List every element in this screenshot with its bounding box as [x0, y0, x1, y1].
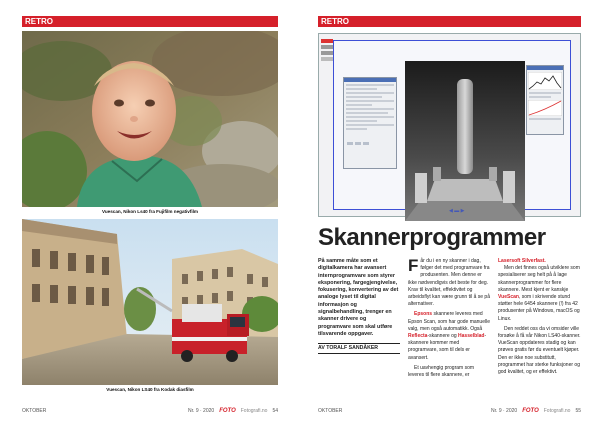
page-number: 54 — [272, 408, 278, 414]
toddler-image — [22, 31, 278, 207]
brand-highlight: Reflecta — [408, 333, 428, 340]
paragraph: år du i en ny skanner i dag, følger det med programvare fra produsenten. Men denne er ikke nødvendigvis det beste for deg. Krav til kvalitet, effektivitet og arbeidsflyt kan være grunn til å se på alternativer. — [408, 258, 490, 308]
section-label: RETRO — [22, 16, 278, 27]
paragraph: Den reddet oss da vi omsider ville forsøke å få vår Nikon LS40-skanner. VueScan oppdateres stadig og kan prøves gratis før du eventuelt kjøper. Den er ikke noe substitutt, programmet har sterke funksjoner og god kvalitet, og er effektivt. — [498, 325, 581, 376]
byline: AV TORALF SANDÅKER — [318, 343, 400, 354]
paragraph: Epsons skannere leveres med Epson Scan, som har gode manuelle valg, men også automatikk. Også Reflecta-skannere og Hasselblad-skannere kommer med programvare, som til dels er avansert. — [408, 311, 490, 361]
brand-highlight: Epsons — [414, 311, 433, 318]
curve-graph — [528, 100, 562, 116]
article-column-3 — [498, 258, 582, 376]
monolith-photo — [405, 61, 525, 221]
brand-highlight: Lasersoft Silverfast. — [498, 258, 546, 264]
nav-arrows[interactable]: ◀ ▬ ▶ — [449, 208, 465, 214]
footer-issue: Nr. 9 · 2020 — [491, 408, 518, 414]
article-lead-column — [318, 258, 400, 354]
histogram-panel — [526, 65, 564, 135]
paragraph: Et uavhengig program som leveres til flere skannere, er — [408, 364, 475, 379]
paragraph: Men det finnes også utviklere som spesialiserer seg helt på å lage skannerprogrammer for flere skannere. Mest kjent er kanskje VueScan, som i skrivende stund støtter hele 6454 skannere (!) fra 42 produsenter på Windows, macOS og Linux. — [498, 265, 580, 322]
right-page — [300, 0, 600, 424]
settings-panel — [343, 77, 397, 169]
brand-site: Fotografi.no — [543, 408, 571, 414]
brand-highlight: Hasselblad — [458, 333, 485, 340]
dropcap: F — [408, 256, 419, 275]
brand-highlight: VueScan — [498, 294, 519, 301]
article-headline: Skannerprogrammer — [318, 224, 546, 251]
brand-site: Fotografi.no — [240, 408, 268, 414]
article-lead: På samme måte som et digitalkamera har avansert internprogramvare som styrer eksponering, fargegjengivelse, fokusering, konvertering av det analoge lyset til digital informasjon og signalbehandling, trenger en skanner drivere og programvare som skal utføre tilsvarende oppgaver. — [318, 258, 399, 337]
histogram-graph — [528, 72, 562, 90]
section-label: RETRO — [318, 16, 581, 27]
footer-month: OKTOBER — [22, 408, 47, 414]
toolbar-strip — [321, 37, 333, 117]
page-footer — [318, 408, 581, 414]
brand-logo: FOTO — [219, 408, 236, 414]
footer-month: OKTOBER — [318, 408, 343, 414]
vuescan-screenshot — [318, 33, 581, 217]
footer-issue: Nr. 9 · 2020 — [188, 408, 215, 414]
street-image — [22, 219, 278, 385]
photo-caption: Vuescan, Nikon LS40 fra Kodak diasfilm — [106, 387, 194, 392]
photo-caption: Vuescan, Nikon Ls40 fra Fujifilm negativfilm — [101, 209, 199, 214]
page-number: 55 — [575, 408, 581, 414]
photo-street — [22, 219, 278, 385]
page-footer — [22, 408, 278, 414]
photo-toddler — [22, 31, 278, 207]
article-column-2 — [408, 258, 490, 379]
brand-logo: FOTO — [522, 408, 539, 414]
